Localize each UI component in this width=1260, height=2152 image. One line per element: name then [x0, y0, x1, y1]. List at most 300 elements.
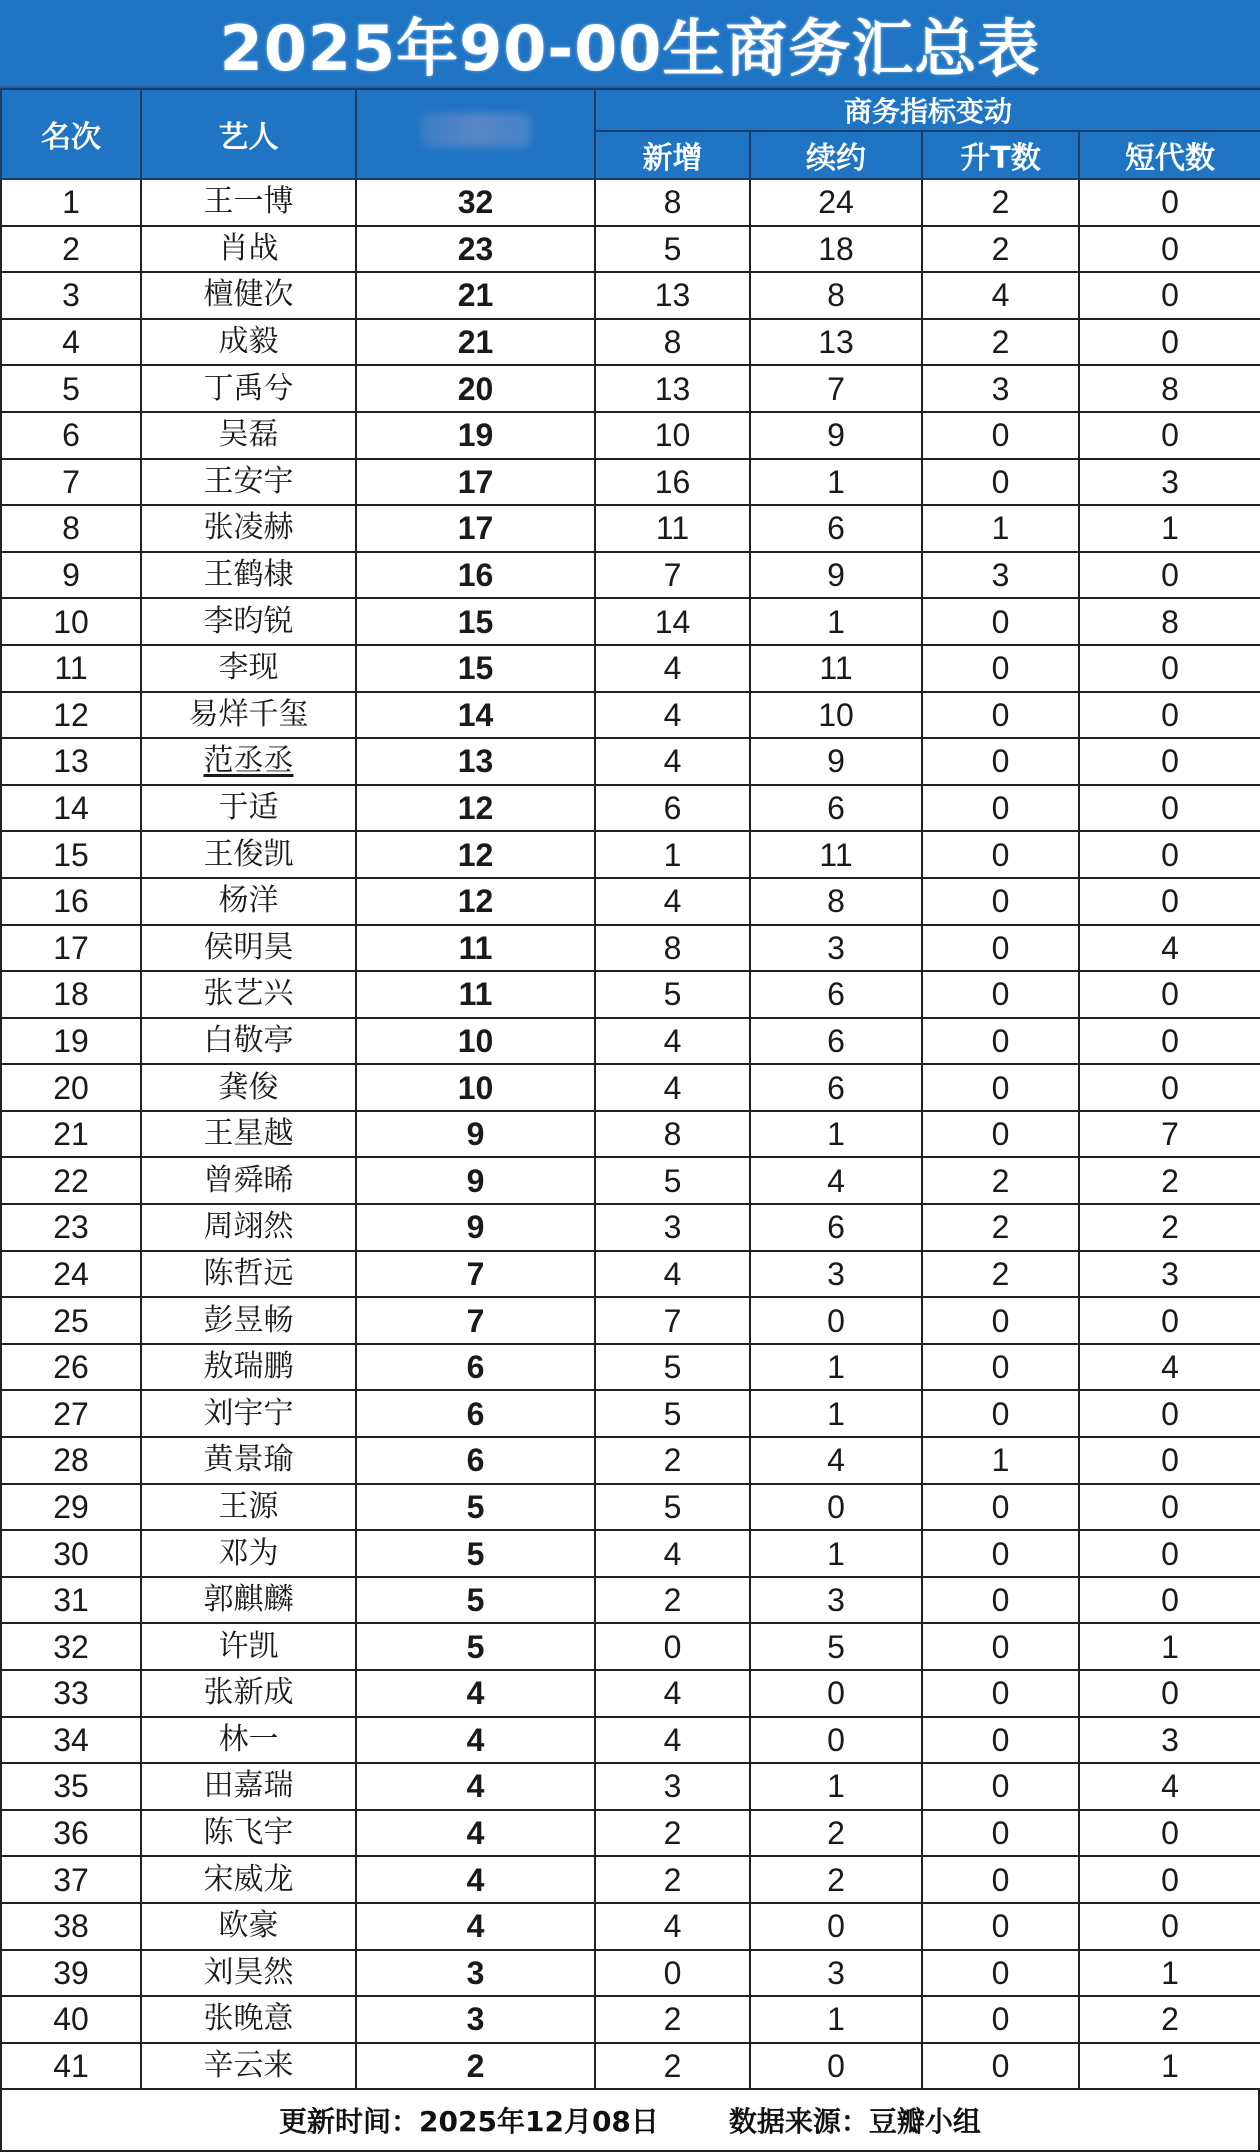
- renew-cell: 11: [750, 645, 922, 692]
- renew-cell: 8: [750, 272, 922, 319]
- artist-cell: 黄景瑜: [141, 1437, 356, 1484]
- renew-cell: 4: [750, 1157, 922, 1204]
- rank-cell: 24: [1, 1251, 141, 1298]
- new-cell: 13: [595, 272, 750, 319]
- new-cell: 5: [595, 1157, 750, 1204]
- new-cell: 4: [595, 1717, 750, 1764]
- artist-cell: 范丞丞: [141, 738, 356, 785]
- rank-cell: 25: [1, 1297, 141, 1344]
- rank-cell: 19: [1, 1018, 141, 1065]
- upgrade-t-cell: 0: [922, 925, 1079, 972]
- short-term-cell: 3: [1079, 1251, 1260, 1298]
- rank-cell: 16: [1, 878, 141, 925]
- table-row: [1, 272, 1260, 319]
- artist-cell: 欧豪: [141, 1903, 356, 1950]
- table-row: [1, 319, 1260, 366]
- artist-cell: 陈飞宇: [141, 1810, 356, 1857]
- rank-cell: 11: [1, 645, 141, 692]
- renew-cell: 6: [750, 1064, 922, 1111]
- upgrade-t-cell: 0: [922, 1623, 1079, 1670]
- rank-cell: 23: [1, 1204, 141, 1251]
- total-cell: 14: [356, 692, 595, 739]
- new-cell: 4: [595, 1064, 750, 1111]
- upgrade-t-cell: 1: [922, 1437, 1079, 1484]
- renew-cell: 0: [750, 1903, 922, 1950]
- renew-cell: 6: [750, 1204, 922, 1251]
- new-cell: 7: [595, 1297, 750, 1344]
- short-term-cell: 4: [1079, 1344, 1260, 1391]
- new-cell: 8: [595, 319, 750, 366]
- upgrade-t-cell: 0: [922, 1903, 1079, 1950]
- new-cell: 4: [595, 1251, 750, 1298]
- short-term-cell: 0: [1079, 1856, 1260, 1903]
- renew-cell: 7: [750, 365, 922, 412]
- new-cell: 5: [595, 1344, 750, 1391]
- table-row: [1, 1577, 1260, 1624]
- table-row: [1, 505, 1260, 552]
- short-term-cell: 3: [1079, 459, 1260, 506]
- new-cell: 4: [595, 1018, 750, 1065]
- renew-cell: 9: [750, 552, 922, 599]
- artist-cell: 张艺兴: [141, 971, 356, 1018]
- renew-cell: 9: [750, 738, 922, 785]
- total-cell: 12: [356, 785, 595, 832]
- business-summary-table: [0, 88, 1260, 2090]
- renew-cell: 1: [750, 1530, 922, 1577]
- rank-cell: 3: [1, 272, 141, 319]
- renew-cell: 1: [750, 1763, 922, 1810]
- short-term-cell: 1: [1079, 1950, 1260, 1997]
- renew-cell: 0: [750, 2043, 922, 2090]
- artist-cell: 檀健次: [141, 272, 356, 319]
- new-cell: 3: [595, 1763, 750, 1810]
- new-cell: 5: [595, 1484, 750, 1531]
- upgrade-t-cell: 0: [922, 1577, 1079, 1624]
- renew-cell: 1: [750, 1390, 922, 1437]
- rank-cell: 10: [1, 598, 141, 645]
- rank-cell: 13: [1, 738, 141, 785]
- upgrade-t-cell: 2: [922, 1157, 1079, 1204]
- total-cell: 5: [356, 1484, 595, 1531]
- new-cell: 8: [595, 179, 750, 226]
- short-term-cell: 0: [1079, 179, 1260, 226]
- new-cell: 4: [595, 692, 750, 739]
- total-cell: 12: [356, 831, 595, 878]
- new-cell: 8: [595, 925, 750, 972]
- renew-cell: 1: [750, 1344, 922, 1391]
- new-cell: 16: [595, 459, 750, 506]
- total-cell: 4: [356, 1903, 595, 1950]
- artist-cell: 白敬亭: [141, 1018, 356, 1065]
- rank-cell: 27: [1, 1390, 141, 1437]
- short-term-cell: 0: [1079, 1297, 1260, 1344]
- total-cell: 4: [356, 1763, 595, 1810]
- total-cell: 6: [356, 1390, 595, 1437]
- artist-cell: 张凌赫: [141, 505, 356, 552]
- short-term-cell: 0: [1079, 1018, 1260, 1065]
- renew-cell: 1: [750, 1996, 922, 2043]
- short-term-cell: 0: [1079, 645, 1260, 692]
- rank-cell: 34: [1, 1717, 141, 1764]
- artist-cell: 王安宇: [141, 459, 356, 506]
- table-row: [1, 1484, 1260, 1531]
- upgrade-t-cell: 0: [922, 1064, 1079, 1111]
- total-cell: 3: [356, 1950, 595, 1997]
- artist-cell: 肖战: [141, 226, 356, 273]
- artist-cell: 曾舜晞: [141, 1157, 356, 1204]
- artist-cell: 易烊千玺: [141, 692, 356, 739]
- total-cell: 11: [356, 925, 595, 972]
- table-row: [1, 878, 1260, 925]
- artist-cell: 李现: [141, 645, 356, 692]
- total-cell: 9: [356, 1204, 595, 1251]
- rank-cell: 8: [1, 505, 141, 552]
- table-row: [1, 459, 1260, 506]
- total-cell: 16: [356, 552, 595, 599]
- upgrade-t-cell: 2: [922, 1204, 1079, 1251]
- short-term-cell: 0: [1079, 1390, 1260, 1437]
- renew-cell: 10: [750, 692, 922, 739]
- table-row: [1, 1530, 1260, 1577]
- renew-cell: 3: [750, 1950, 922, 1997]
- upgrade-t-cell: 2: [922, 226, 1079, 273]
- total-cell: 20: [356, 365, 595, 412]
- total-cell: 15: [356, 598, 595, 645]
- total-cell: 17: [356, 505, 595, 552]
- new-cell: 0: [595, 1623, 750, 1670]
- total-cell: 12: [356, 878, 595, 925]
- total-cell: 6: [356, 1344, 595, 1391]
- short-term-cell: 0: [1079, 878, 1260, 925]
- table-row: [1, 1064, 1260, 1111]
- short-term-cell: 0: [1079, 1810, 1260, 1857]
- renew-cell: 11: [750, 831, 922, 878]
- upgrade-t-cell: 0: [922, 1856, 1079, 1903]
- header-rank: 名次: [1, 89, 141, 179]
- table-row: [1, 1018, 1260, 1065]
- short-term-cell: 4: [1079, 1763, 1260, 1810]
- artist-cell: 邓为: [141, 1530, 356, 1577]
- artist-cell: 张新成: [141, 1670, 356, 1717]
- short-term-cell: 1: [1079, 2043, 1260, 2090]
- upgrade-t-cell: 0: [922, 831, 1079, 878]
- upgrade-t-cell: 0: [922, 459, 1079, 506]
- new-cell: 4: [595, 645, 750, 692]
- new-cell: 2: [595, 1996, 750, 2043]
- total-cell: 4: [356, 1670, 595, 1717]
- new-cell: 8: [595, 1111, 750, 1158]
- upgrade-t-cell: 0: [922, 878, 1079, 925]
- new-cell: 2: [595, 1577, 750, 1624]
- short-term-cell: 0: [1079, 1577, 1260, 1624]
- rank-cell: 40: [1, 1996, 141, 2043]
- short-term-cell: 0: [1079, 1670, 1260, 1717]
- header-renew: 续约: [750, 131, 922, 179]
- artist-cell: 成毅: [141, 319, 356, 366]
- artist-cell: 于适: [141, 785, 356, 832]
- upgrade-t-cell: 0: [922, 1810, 1079, 1857]
- artist-cell: 张晚意: [141, 1996, 356, 2043]
- short-term-cell: 0: [1079, 319, 1260, 366]
- upgrade-t-cell: 0: [922, 971, 1079, 1018]
- blurred-label: [421, 113, 531, 147]
- header-new: 新增: [595, 131, 750, 179]
- upgrade-t-cell: 0: [922, 2043, 1079, 2090]
- upgrade-t-cell: 0: [922, 1484, 1079, 1531]
- rank-cell: 20: [1, 1064, 141, 1111]
- short-term-cell: 3: [1079, 1717, 1260, 1764]
- upgrade-t-cell: 0: [922, 1996, 1079, 2043]
- total-cell: 2: [356, 2043, 595, 2090]
- table-row: [1, 738, 1260, 785]
- renew-cell: 9: [750, 412, 922, 459]
- artist-cell: 郭麒麟: [141, 1577, 356, 1624]
- total-cell: 4: [356, 1810, 595, 1857]
- table-row: [1, 831, 1260, 878]
- table-row: [1, 1204, 1260, 1251]
- upgrade-t-cell: 0: [922, 412, 1079, 459]
- update-time: 更新时间：2025年12月08日: [279, 2105, 659, 2139]
- table-row: [1, 226, 1260, 273]
- renew-cell: 6: [750, 785, 922, 832]
- artist-cell: 许凯: [141, 1623, 356, 1670]
- header-upgrade-t: 升T数: [922, 131, 1079, 179]
- upgrade-t-cell: 0: [922, 785, 1079, 832]
- table-row: [1, 971, 1260, 1018]
- total-cell: 5: [356, 1623, 595, 1670]
- new-cell: 2: [595, 1437, 750, 1484]
- upgrade-t-cell: 0: [922, 645, 1079, 692]
- total-cell: 11: [356, 971, 595, 1018]
- new-cell: 4: [595, 738, 750, 785]
- upgrade-t-cell: 0: [922, 1950, 1079, 1997]
- artist-cell: 辛云来: [141, 2043, 356, 2090]
- short-term-cell: 0: [1079, 412, 1260, 459]
- total-cell: 21: [356, 319, 595, 366]
- rank-cell: 1: [1, 179, 141, 226]
- short-term-cell: 8: [1079, 365, 1260, 412]
- total-cell: 5: [356, 1577, 595, 1624]
- short-term-cell: 2: [1079, 1157, 1260, 1204]
- table-row: [1, 692, 1260, 739]
- rank-cell: 39: [1, 1950, 141, 1997]
- table-row: [1, 1344, 1260, 1391]
- short-term-cell: 0: [1079, 1903, 1260, 1950]
- data-source: 数据来源：豆瓣小组: [728, 2105, 981, 2139]
- artist-cell: 王星越: [141, 1111, 356, 1158]
- artist-cell: 刘昊然: [141, 1950, 356, 1997]
- table-row: [1, 1111, 1260, 1158]
- table-row: [1, 412, 1260, 459]
- new-cell: 3: [595, 1204, 750, 1251]
- renew-cell: 1: [750, 598, 922, 645]
- table-row: [1, 1157, 1260, 1204]
- table-row: [1, 785, 1260, 832]
- page-title: 2025年90-00生商务汇总表: [0, 0, 1260, 88]
- table-row: [1, 1996, 1260, 2043]
- upgrade-t-cell: 0: [922, 1763, 1079, 1810]
- upgrade-t-cell: 0: [922, 1111, 1079, 1158]
- rank-cell: 12: [1, 692, 141, 739]
- artist-cell: 周翊然: [141, 1204, 356, 1251]
- total-cell: 15: [356, 645, 595, 692]
- upgrade-t-cell: 2: [922, 179, 1079, 226]
- new-cell: 2: [595, 2043, 750, 2090]
- renew-cell: 0: [750, 1484, 922, 1531]
- renew-cell: 0: [750, 1670, 922, 1717]
- artist-cell: 侯明昊: [141, 925, 356, 972]
- upgrade-t-cell: 4: [922, 272, 1079, 319]
- short-term-cell: 4: [1079, 925, 1260, 972]
- short-term-cell: 0: [1079, 831, 1260, 878]
- rank-cell: 5: [1, 365, 141, 412]
- total-cell: 5: [356, 1530, 595, 1577]
- table-row: [1, 1717, 1260, 1764]
- short-term-cell: 0: [1079, 1530, 1260, 1577]
- artist-cell: 王鹤棣: [141, 552, 356, 599]
- new-cell: 5: [595, 1390, 750, 1437]
- renew-cell: 6: [750, 505, 922, 552]
- renew-cell: 3: [750, 1577, 922, 1624]
- rank-cell: 18: [1, 971, 141, 1018]
- total-cell: 9: [356, 1111, 595, 1158]
- short-term-cell: 7: [1079, 1111, 1260, 1158]
- table-row: [1, 1670, 1260, 1717]
- upgrade-t-cell: 2: [922, 1251, 1079, 1298]
- rank-cell: 37: [1, 1856, 141, 1903]
- renew-cell: 2: [750, 1856, 922, 1903]
- header-short-term: 短代数: [1079, 131, 1260, 179]
- total-cell: 23: [356, 226, 595, 273]
- upgrade-t-cell: 0: [922, 598, 1079, 645]
- table-row: [1, 1623, 1260, 1670]
- table-row: [1, 2043, 1260, 2090]
- short-term-cell: 1: [1079, 505, 1260, 552]
- table-body: [1, 179, 1260, 2089]
- rank-cell: 29: [1, 1484, 141, 1531]
- table-row: [1, 1437, 1260, 1484]
- upgrade-t-cell: 3: [922, 552, 1079, 599]
- renew-cell: 24: [750, 179, 922, 226]
- total-cell: 19: [356, 412, 595, 459]
- rank-cell: 30: [1, 1530, 141, 1577]
- short-term-cell: 2: [1079, 1204, 1260, 1251]
- new-cell: 2: [595, 1810, 750, 1857]
- renew-cell: 0: [750, 1297, 922, 1344]
- renew-cell: 4: [750, 1437, 922, 1484]
- rank-cell: 31: [1, 1577, 141, 1624]
- rank-cell: 35: [1, 1763, 141, 1810]
- new-cell: 4: [595, 1530, 750, 1577]
- renew-cell: 3: [750, 925, 922, 972]
- new-cell: 13: [595, 365, 750, 412]
- artist-cell: 李昀锐: [141, 598, 356, 645]
- total-cell: 4: [356, 1717, 595, 1764]
- upgrade-t-cell: 1: [922, 505, 1079, 552]
- artist-cell: 龚俊: [141, 1064, 356, 1111]
- short-term-cell: 0: [1079, 272, 1260, 319]
- rank-cell: 6: [1, 412, 141, 459]
- rank-cell: 9: [1, 552, 141, 599]
- new-cell: 5: [595, 971, 750, 1018]
- new-cell: 1: [595, 831, 750, 878]
- rank-cell: 38: [1, 1903, 141, 1950]
- total-cell: 4: [356, 1856, 595, 1903]
- table-row: [1, 1251, 1260, 1298]
- rank-cell: 4: [1, 319, 141, 366]
- new-cell: 14: [595, 598, 750, 645]
- table-row: [1, 1390, 1260, 1437]
- artist-cell: 陈哲远: [141, 1251, 356, 1298]
- artist-cell: 田嘉瑞: [141, 1763, 356, 1810]
- header-total-blurred: [356, 89, 595, 179]
- upgrade-t-cell: 0: [922, 738, 1079, 785]
- rank-cell: 17: [1, 925, 141, 972]
- table-row: [1, 925, 1260, 972]
- renew-cell: 8: [750, 878, 922, 925]
- short-term-cell: 1: [1079, 1623, 1260, 1670]
- short-term-cell: 8: [1079, 598, 1260, 645]
- new-cell: 10: [595, 412, 750, 459]
- short-term-cell: 0: [1079, 1484, 1260, 1531]
- short-term-cell: 2: [1079, 1996, 1260, 2043]
- renew-cell: 18: [750, 226, 922, 273]
- rank-cell: 22: [1, 1157, 141, 1204]
- upgrade-t-cell: 2: [922, 319, 1079, 366]
- header-artist: 艺人: [141, 89, 356, 179]
- rank-cell: 2: [1, 226, 141, 273]
- total-cell: 13: [356, 738, 595, 785]
- renew-cell: 6: [750, 1018, 922, 1065]
- short-term-cell: 0: [1079, 971, 1260, 1018]
- rank-cell: 36: [1, 1810, 141, 1857]
- rank-cell: 41: [1, 2043, 141, 2090]
- new-cell: 6: [595, 785, 750, 832]
- upgrade-t-cell: 0: [922, 1344, 1079, 1391]
- header-group-business-changes: 商务指标变动: [595, 89, 1260, 131]
- rank-cell: 21: [1, 1111, 141, 1158]
- artist-cell: 林一: [141, 1717, 356, 1764]
- table-row: [1, 1763, 1260, 1810]
- short-term-cell: 0: [1079, 1064, 1260, 1111]
- upgrade-t-cell: 0: [922, 1530, 1079, 1577]
- artist-cell: 彭昱畅: [141, 1297, 356, 1344]
- table-row: [1, 1950, 1260, 1997]
- upgrade-t-cell: 0: [922, 1717, 1079, 1764]
- short-term-cell: 0: [1079, 1437, 1260, 1484]
- artist-cell: 王一博: [141, 179, 356, 226]
- upgrade-t-cell: 0: [922, 1390, 1079, 1437]
- rank-cell: 28: [1, 1437, 141, 1484]
- total-cell: 32: [356, 179, 595, 226]
- renew-cell: 2: [750, 1810, 922, 1857]
- renew-cell: 3: [750, 1251, 922, 1298]
- artist-cell: 王俊凯: [141, 831, 356, 878]
- new-cell: 11: [595, 505, 750, 552]
- rank-cell: 15: [1, 831, 141, 878]
- short-term-cell: 0: [1079, 552, 1260, 599]
- table-row: [1, 1297, 1260, 1344]
- rank-cell: 14: [1, 785, 141, 832]
- total-cell: 9: [356, 1157, 595, 1204]
- rank-cell: 26: [1, 1344, 141, 1391]
- rank-cell: 32: [1, 1623, 141, 1670]
- artist-cell: 丁禹兮: [141, 365, 356, 412]
- new-cell: 2: [595, 1856, 750, 1903]
- table-row: [1, 598, 1260, 645]
- new-cell: 7: [595, 552, 750, 599]
- renew-cell: 6: [750, 971, 922, 1018]
